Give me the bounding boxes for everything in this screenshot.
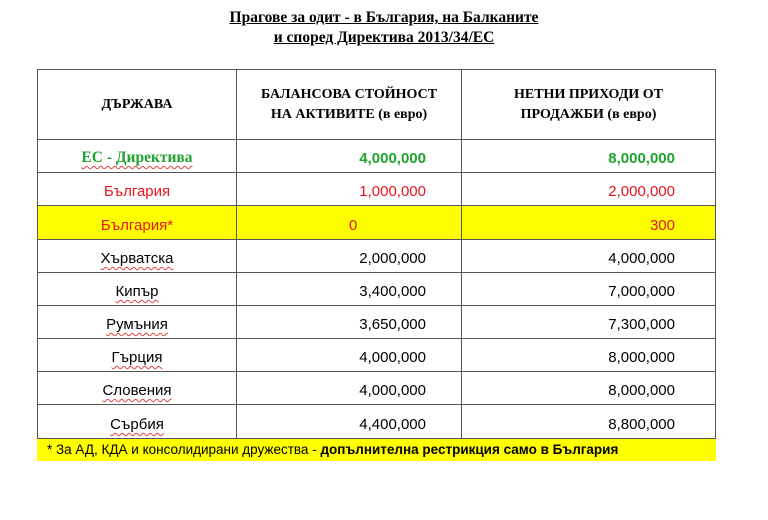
cell-assets — [237, 405, 462, 438]
cell-country — [38, 206, 237, 239]
header-country — [38, 70, 237, 139]
cell-assets — [237, 339, 462, 371]
country-name: Кипър — [115, 283, 159, 300]
assets-value: 3,650,000 — [359, 316, 426, 333]
header-assets-line1: БАЛАНСОВА СТОЙНОСТ — [260, 86, 438, 102]
revenue-value: 7,000,000 — [608, 283, 675, 300]
table-row-bulgaria-special — [38, 206, 715, 240]
header-assets-line2: НА АКТИВИТЕ (в евро) — [270, 106, 428, 122]
table-row-croatia — [38, 240, 715, 273]
table-header-row — [38, 70, 715, 140]
cell-assets — [237, 140, 462, 172]
cell-assets — [237, 273, 462, 305]
document-title — [0, 8, 768, 48]
cell-assets — [237, 306, 462, 338]
country-name: България — [103, 183, 171, 200]
cell-revenue — [462, 273, 715, 305]
cell-country — [38, 306, 237, 338]
assets-value: 4,000,000 — [359, 150, 426, 167]
table-row-romania — [38, 306, 715, 339]
country-name: България* — [100, 217, 174, 234]
cell-revenue — [462, 306, 715, 338]
revenue-value: 8,800,000 — [608, 416, 675, 433]
title-line-1: Прагове за одит - в България, на Балканите — [229, 9, 539, 26]
cell-country — [38, 372, 237, 404]
header-revenue-line2: ПРОДАЖБИ (в евро) — [520, 106, 657, 122]
revenue-value: 2,000,000 — [608, 183, 675, 200]
footnote — [37, 439, 716, 461]
assets-value: 1,000,000 — [359, 183, 426, 200]
cell-country — [38, 273, 237, 305]
cell-assets — [237, 206, 462, 239]
assets-value: 2,000,000 — [359, 250, 426, 267]
cell-revenue — [462, 240, 715, 272]
assets-value: 4,000,000 — [359, 382, 426, 399]
header-revenue-label — [514, 85, 663, 125]
header-revenue — [462, 70, 715, 139]
country-name: Гърция — [111, 349, 163, 366]
assets-value: 0 — [349, 217, 358, 234]
table-row-cyprus — [38, 273, 715, 306]
revenue-value: 7,300,000 — [608, 316, 675, 333]
table-row-slovenia — [38, 372, 715, 405]
cell-assets — [237, 372, 462, 404]
header-revenue-line1: НЕТНИ ПРИХОДИ ОТ — [513, 86, 664, 102]
cell-revenue — [462, 140, 715, 172]
country-name: ЕС - Директива — [81, 149, 193, 166]
country-name: Хърватска — [100, 250, 174, 267]
revenue-value: 8,000,000 — [608, 150, 675, 167]
title-line-2: и според Директива 2013/34/ЕС — [273, 29, 495, 46]
cell-country — [38, 339, 237, 371]
table-row-bulgaria — [38, 173, 715, 206]
cell-country — [38, 240, 237, 272]
cell-revenue — [462, 405, 715, 438]
country-name: Румъния — [106, 316, 168, 333]
assets-value: 4,400,000 — [359, 416, 426, 433]
country-name: Словения — [102, 382, 172, 399]
cell-assets — [237, 240, 462, 272]
revenue-value: 8,000,000 — [608, 349, 675, 366]
assets-value: 4,000,000 — [359, 349, 426, 366]
cell-revenue — [462, 173, 715, 205]
header-assets-label — [261, 85, 437, 125]
footnote-text: * За АД, КДА и консолидирани дружества - — [47, 442, 321, 457]
cell-assets — [237, 173, 462, 205]
revenue-value: 300 — [649, 217, 675, 234]
table-row-greece — [38, 339, 715, 372]
revenue-value: 4,000,000 — [608, 250, 675, 267]
header-country-label: ДЪРЖАВА — [101, 96, 173, 112]
country-name: Сърбия — [110, 416, 164, 433]
footnote-bold-text: допълнителна рестрикция само в България — [320, 442, 619, 457]
cell-country — [38, 405, 237, 438]
header-assets — [237, 70, 462, 139]
cell-revenue — [462, 372, 715, 404]
table-row-serbia — [38, 405, 715, 438]
thresholds-table — [37, 69, 716, 439]
cell-country — [38, 173, 237, 205]
revenue-value: 8,000,000 — [608, 382, 675, 399]
cell-country — [38, 140, 237, 172]
table-row-eu-directive — [38, 140, 715, 173]
assets-value: 3,400,000 — [359, 283, 426, 300]
cell-revenue — [462, 339, 715, 371]
cell-revenue — [462, 206, 715, 239]
